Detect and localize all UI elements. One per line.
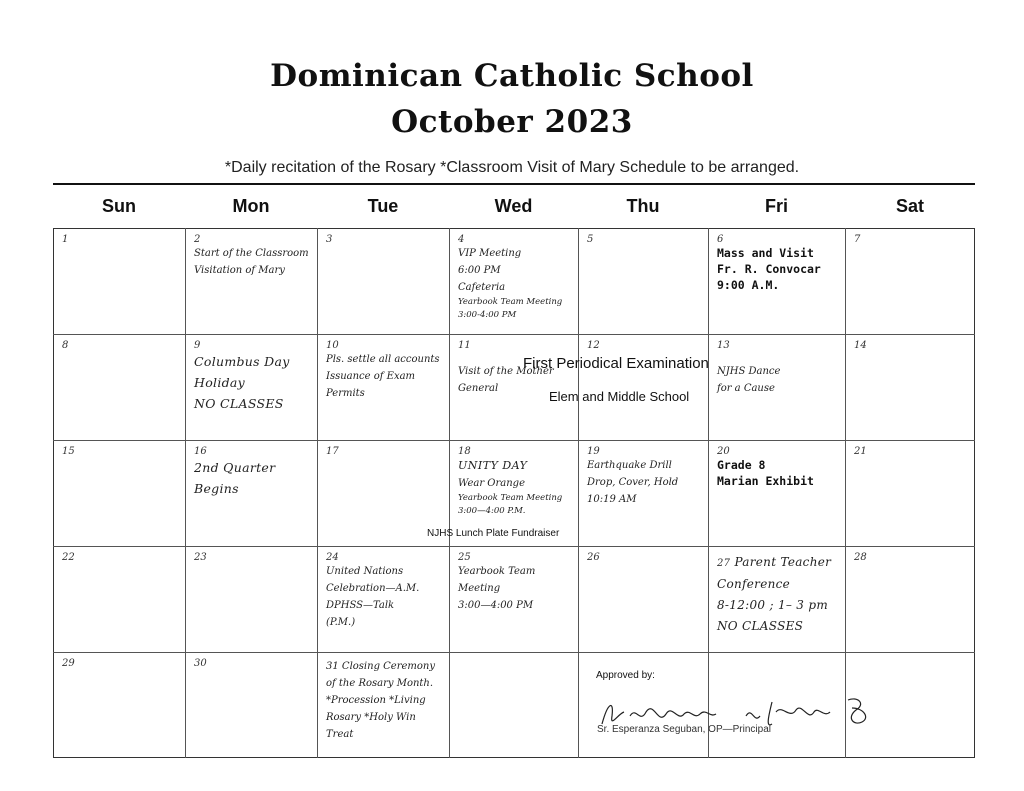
day-number: 16 xyxy=(194,446,207,457)
day-number: 4 xyxy=(458,234,465,245)
event-text: 3:00—4:00 P.M. xyxy=(458,506,526,516)
day-number: 19 xyxy=(587,446,600,457)
header-rule xyxy=(53,183,975,185)
day-cell xyxy=(187,442,317,503)
event-text: General xyxy=(458,383,499,394)
event-text: NO CLASSES xyxy=(717,619,804,633)
event-text: Pls. settle all accounts xyxy=(326,354,440,365)
day-number: 28 xyxy=(854,552,867,563)
dayname-fri: Fri xyxy=(764,196,788,216)
grid-divider xyxy=(578,228,579,758)
event-text: Celebration—A.M. xyxy=(326,583,420,594)
grid-divider xyxy=(317,228,318,758)
event-text: 10:19 AM xyxy=(587,494,637,505)
day-cell xyxy=(710,336,845,401)
grid-divider xyxy=(845,228,846,758)
fundraiser-banner: NJHS Lunch Plate Fundraiser xyxy=(427,528,560,539)
day-number: 22 xyxy=(62,552,75,563)
day-number: 9 xyxy=(194,340,201,351)
day-number: 7 xyxy=(854,234,861,245)
event-text: Drop, Cover, Hold xyxy=(587,477,679,488)
day-cell xyxy=(847,548,975,567)
grid-divider xyxy=(449,228,450,758)
event-text: Begins xyxy=(194,481,239,496)
event-text: Visit of the Mother xyxy=(458,366,554,377)
day-number: 21 xyxy=(854,446,867,457)
event-text: 3:00-4:00 PM xyxy=(458,310,517,320)
event-text: Earthquake Drill xyxy=(587,460,672,471)
calendar-subtitle-note: *Daily recitation of the Rosary *Classroom Visit of Mary Schedule to be arranged. xyxy=(224,159,800,176)
day-number: 30 xyxy=(194,658,207,669)
event-text: Yearbook Team Meeting xyxy=(458,297,563,307)
event-text: 6:00 PM xyxy=(458,265,501,276)
day-number: 8 xyxy=(62,340,69,351)
day-number: 20 xyxy=(717,446,730,457)
day-cell xyxy=(55,336,185,355)
day-cell xyxy=(55,230,185,249)
grid-divider xyxy=(53,334,975,335)
event-text: 8-12:00 ; 1– 3 pm xyxy=(717,598,829,612)
event-text: NO CLASSES xyxy=(194,396,284,411)
grid-divider xyxy=(53,440,975,441)
event-text: United Nations xyxy=(326,566,404,577)
day-number: 10 xyxy=(326,340,339,351)
day-number: 27 xyxy=(717,558,731,569)
day-cell xyxy=(319,654,449,747)
day-number: 2 xyxy=(194,234,201,245)
event-text: Rosary *Holy Win xyxy=(326,712,416,723)
day-cell xyxy=(580,442,708,512)
approved-by-label: Approved by: xyxy=(596,670,655,681)
day-cell xyxy=(55,548,185,567)
day-cell xyxy=(710,230,845,297)
month-year-title: October 2023 xyxy=(391,104,633,140)
day-number: 3 xyxy=(326,234,333,245)
school-name-title: Dominican Catholic School xyxy=(270,58,754,94)
day-cell xyxy=(319,336,449,406)
dayname-wed: Wed xyxy=(494,196,533,216)
event-text: Start of the Classroom xyxy=(194,248,309,259)
day-number: 6 xyxy=(717,234,724,245)
event-text: Wear Orange xyxy=(458,478,526,489)
event-text: Issuance of Exam xyxy=(326,371,416,382)
event-text: Treat xyxy=(326,729,354,740)
day-number: 25 xyxy=(458,552,471,563)
event-text: Yearbook Team xyxy=(458,566,536,577)
event-text: Mass and Visit xyxy=(717,246,814,260)
day-cell xyxy=(847,230,975,249)
event-text: *Procession *Living xyxy=(326,695,426,706)
event-text: (P.M.) xyxy=(326,617,356,628)
dayname-tue: Tue xyxy=(367,196,399,216)
grid-divider xyxy=(53,546,975,547)
day-cell xyxy=(580,230,708,249)
event-text: 2nd Quarter xyxy=(194,460,276,475)
event-text: for a Cause xyxy=(717,383,775,394)
day-cell xyxy=(187,336,317,418)
grid-divider xyxy=(708,228,709,758)
event-text: Yearbook Team Meeting xyxy=(458,493,563,503)
event-text: VIP Meeting xyxy=(458,248,522,259)
day-cell xyxy=(319,548,449,635)
grid-divider xyxy=(53,652,975,653)
day-cell xyxy=(451,230,578,326)
day-number: 13 xyxy=(717,340,730,351)
day-cell xyxy=(55,442,185,461)
day-number: 26 xyxy=(587,552,600,563)
dayname-thu: Thu xyxy=(626,196,660,216)
dayname-sat: Sat xyxy=(895,196,924,216)
exam-banner: First Periodical Examination xyxy=(523,355,709,372)
event-text: Visitation of Mary xyxy=(194,265,285,276)
day-number: 31 xyxy=(326,661,339,672)
day-number: 17 xyxy=(326,446,339,457)
day-cell xyxy=(55,654,185,673)
event-text: of the Rosary Month. xyxy=(326,678,434,689)
day-cell xyxy=(319,442,449,461)
day-number: 5 xyxy=(587,234,594,245)
day-cell xyxy=(580,548,708,567)
event-text: 9:00 A.M. xyxy=(717,278,780,292)
dayname-sun: Sun xyxy=(102,196,136,216)
event-text: Columbus Day xyxy=(194,354,290,369)
day-number: 11 xyxy=(458,340,471,351)
day-number: 12 xyxy=(587,340,600,351)
event-text: Meeting xyxy=(458,583,501,594)
day-number: 23 xyxy=(194,552,207,563)
day-number: 1 xyxy=(62,234,69,245)
event-text: Marian Exhibit xyxy=(717,474,814,488)
day-cell xyxy=(187,654,317,673)
event-text: Closing Ceremony xyxy=(341,661,436,672)
day-cell xyxy=(580,336,708,355)
event-text: Permits xyxy=(326,388,365,399)
event-text: Grade 8 xyxy=(717,458,766,472)
event-text: Holiday xyxy=(194,375,246,390)
event-text: Conference xyxy=(717,577,791,591)
day-cell xyxy=(187,548,317,567)
event-text: Fr. R. Convocar xyxy=(717,262,821,276)
day-cell xyxy=(451,442,578,522)
day-number: 14 xyxy=(854,340,867,351)
day-cell xyxy=(319,230,449,249)
dayname-mon: Mon xyxy=(232,196,270,216)
day-cell xyxy=(710,548,845,641)
day-cell xyxy=(451,548,578,618)
event-text: DPHSS—Talk xyxy=(326,600,395,611)
event-text: Cafeteria xyxy=(458,282,506,293)
day-number: 29 xyxy=(62,658,75,669)
day-cell xyxy=(710,442,845,493)
event-text: 3:00—4:00 PM xyxy=(458,600,534,611)
principal-name: Sr. Esperanza Seguban, OP—Principal xyxy=(597,724,771,735)
event-text: UNITY DAY xyxy=(458,459,528,472)
grid-divider xyxy=(185,228,186,758)
day-number: 24 xyxy=(326,552,339,563)
day-number: 18 xyxy=(458,446,471,457)
event-text: Parent Teacher xyxy=(734,555,832,569)
day-number: 15 xyxy=(62,446,75,457)
event-text: NJHS Dance xyxy=(717,366,781,377)
day-cell xyxy=(187,230,317,283)
day-cell xyxy=(847,336,975,355)
exam-banner-subtitle: Elem and Middle School xyxy=(549,389,690,404)
day-cell xyxy=(847,442,975,461)
